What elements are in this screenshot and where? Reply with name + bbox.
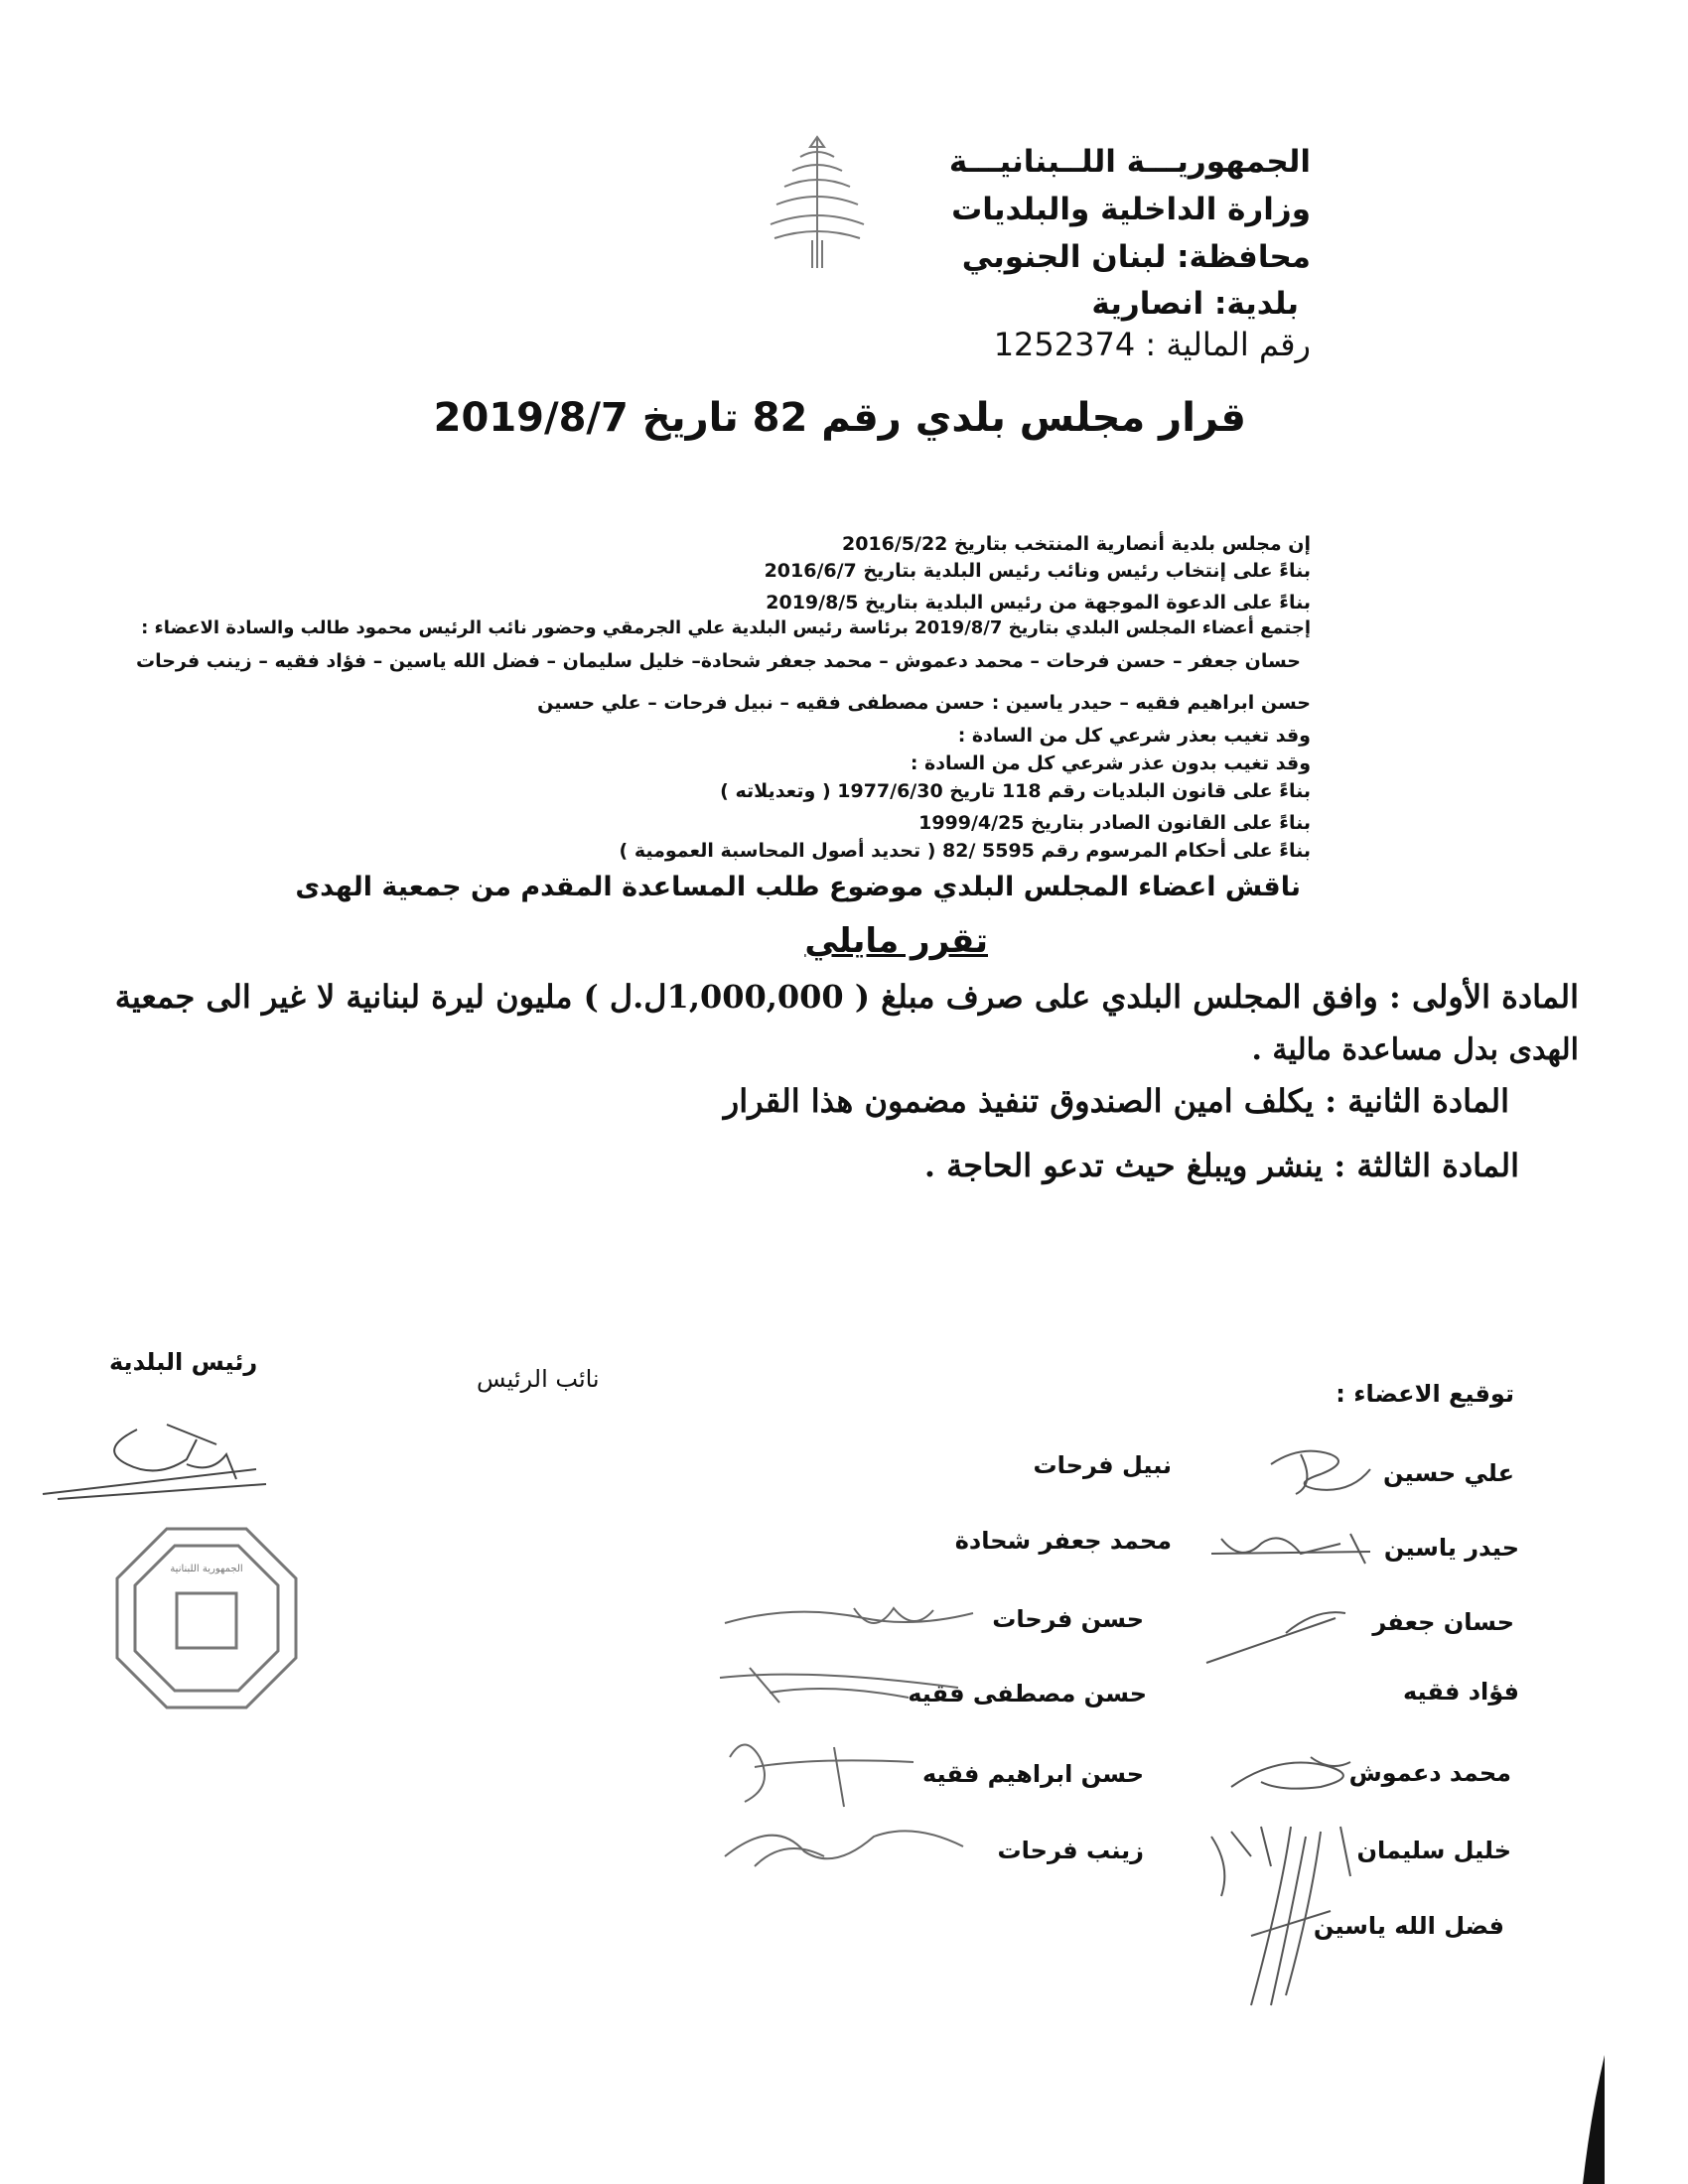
preamble-members-line-2: حسن ابراهيم فقيه – حيدر ياسين : حسن مصطفى فقيه – نبيل فرحات – علي حسين [537,692,1311,714]
member-name-right-6: خليل سليمان [1356,1837,1511,1864]
member-name-middle-1: نبيل فرحات [1033,1451,1172,1479]
stamp-text: الجمهورية اللبنانية [170,1564,243,1574]
preamble-line-1: إن مجلس بلدية أنصارية المنتخب بتاريخ 2016/5/22 [841,533,1311,555]
signature-ali-hussein [1261,1434,1390,1504]
member-name-middle-4: حسن مصطفى فقيه [908,1680,1147,1707]
governorate-line: محافظة: لبنان الجنوبي [961,239,1311,275]
republic-line: الجمهوريـــة اللــبنانيـــة [948,144,1311,180]
cedar-tree-emblem [763,129,872,278]
members-signature-label: توقيع الاعضاء : [1336,1380,1514,1408]
municipality-line: بلدية: انصارية [1091,286,1299,322]
discussion-line: ناقش اعضاء المجلس البلدي موضوع طلب المساعدة المقدم من جمعية الهدى [295,872,1301,902]
signature-zeinab-farhat [715,1807,973,1876]
article-first-line-1: المادة الأولى : وافق المجلس البلدي على صرف مبلغ ( 1,000,000ل.ل ) مليون ليرة لبنانية لا غير الى جمعية [114,978,1579,1016]
member-name-right-7: فضل الله ياسين [1313,1912,1504,1940]
article-second: المادة الثانية : يكلف امين الصندوق تنفيذ مضمون هذا القرار [723,1082,1509,1120]
signature-hassan-farhat [715,1588,993,1648]
member-name-right-2: حيدر ياسين [1383,1534,1519,1562]
member-name-right-1: علي حسين [1383,1459,1514,1487]
page-title: قرار مجلس بلدي رقم 82 تاريخ 2019/8/7 [433,395,1246,441]
member-name-middle-3: حسن فرحات [992,1605,1144,1633]
preamble-line-4: إجتمع أعضاء المجلس البلدي بتاريخ 2019/8/7 برئاسة رئيس البلدية علي الجرمقي وحضور نائب الرئيس محمود طالب والسادة الاعضاء : [141,617,1311,638]
preamble-members-line-1: حسان جعفر – حسن فرحات – محمد دعموش – محمد جعفر شحادة– خليل سليمان – فضل الله ياسين – فؤاد فقيه – زينب فرحات [136,650,1301,672]
article-third: المادة الثالثة : ينشر ويبلغ حيث تدعو الحاجة . [923,1147,1519,1184]
ministry-line: وزارة الداخلية والبلديات [951,192,1311,227]
signature-khalil-suleiman [1192,1817,1370,2015]
member-name-middle-2: محمد جعفر شحادة [954,1527,1172,1555]
preamble-line-excused: وقد تغيب بعذر شرعي كل من السادة : [957,725,1311,747]
preamble-line-law-1999: بناءً على القانون الصادر بتاريخ 1999/4/25 [918,812,1311,834]
scan-edge-mark [1577,2055,1607,2184]
decision-heading: تقرر مايلي [804,921,988,961]
member-name-middle-6: زينب فرحات [997,1837,1144,1864]
municipal-stamp [107,1524,306,1712]
deputy-mayor-label: نائب الرئيس [477,1365,600,1393]
signature-mohammad-damoush [1221,1742,1370,1802]
preamble-line-3: بناءً على الدعوة الموجهة من رئيس البلدية بتاريخ 2019/8/5 [766,592,1311,614]
mayor-label: رئيس البلدية [109,1348,258,1376]
preamble-line-2: بناءً على إنتخاب رئيس ونائب رئيس البلدية بتاريخ 2016/6/7 [764,560,1311,582]
member-name-middle-5: حسن ابراهيم فقيه [921,1760,1144,1788]
member-name-right-3: حسان جعفر [1372,1608,1514,1636]
signature-hassan-jaafar [1196,1593,1355,1673]
preamble-line-law: بناءً على قانون البلديات رقم 118 تاريخ 1977/6/30 ( وتعديلاته ) [720,780,1311,802]
finance-number: رقم المالية : 1252374 [993,326,1311,363]
preamble-line-decree: بناءً على أحكام المرسوم رقم 5595 /82 ( تحديد أصول المحاسبة العمومية ) [619,840,1311,862]
signature-hassan-ibrahim-faqih [715,1727,933,1817]
member-name-right-5: محمد دعموش [1348,1759,1511,1787]
mayor-signature [38,1410,276,1519]
member-name-right-4: فؤاد فقيه [1403,1678,1519,1706]
preamble-line-unexcused: وقد تغيب بدون عذر شرعي كل من السادة : [910,752,1311,774]
article-first-line-2: الهدى بدل مساعدة مالية . [1251,1032,1579,1067]
signature-haidar-yassin [1201,1524,1380,1573]
signature-hassan-mustafa-faqih [710,1658,978,1717]
